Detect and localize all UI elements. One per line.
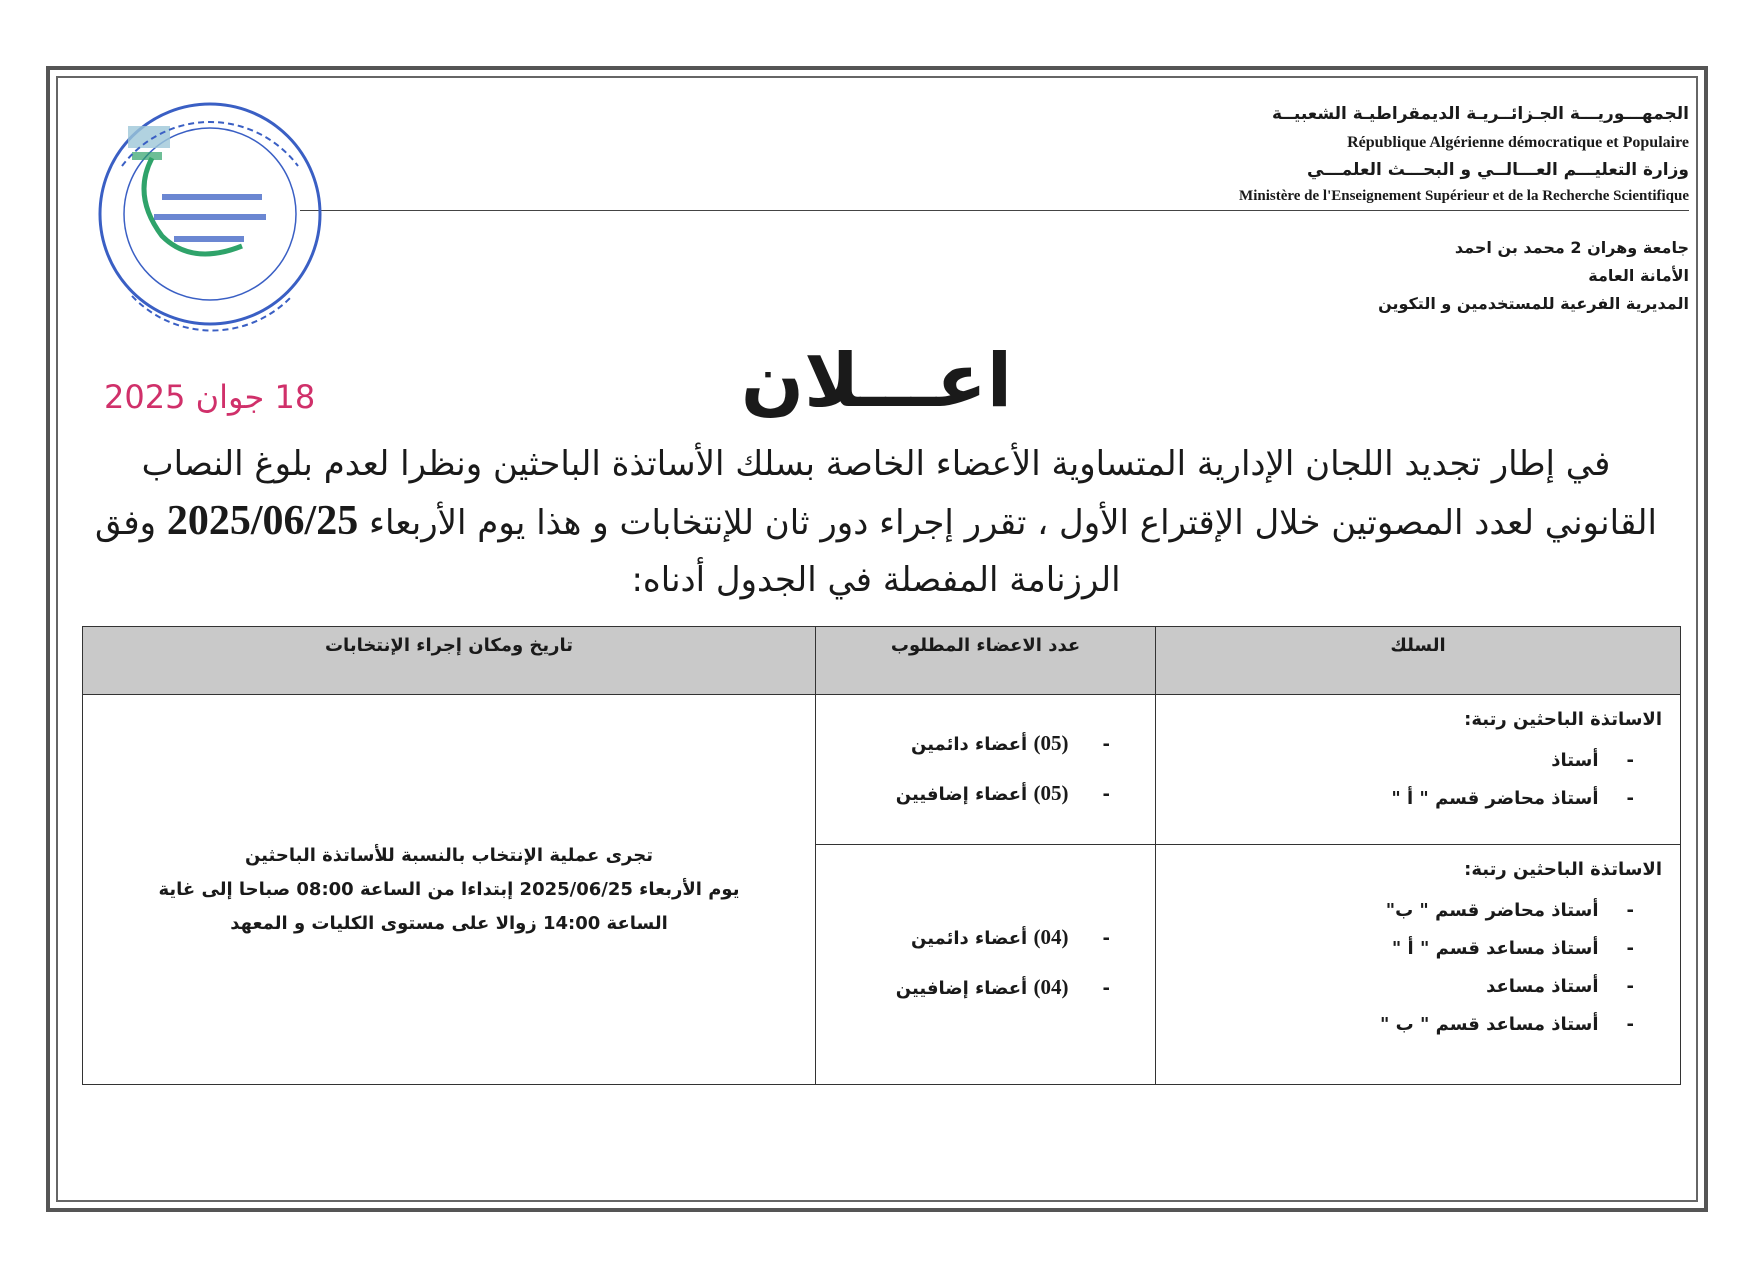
header-divider (300, 210, 1689, 211)
republic-fr: République Algérienne démocratique et Populaire (1347, 134, 1689, 151)
member-label: أعضاء دائمين (911, 928, 1028, 949)
election-schedule-table (82, 626, 1681, 1085)
date-stamp: 18 جوان 2025 (104, 378, 316, 416)
schedule-line: الساعة 14:00 زوالا على مستوى الكليات و المعهد (230, 912, 668, 934)
member-label: أعضاء إضافيين (895, 978, 1028, 999)
member-item (826, 769, 1110, 819)
grade-item: - أستاذ مساعد (1166, 968, 1634, 1006)
schedule-line: تجرى عملية الإنتخاب بالنسبة للأساتذة الباحثين (244, 844, 653, 866)
rank-heading: الاساتذة الباحثين رتبة: (1464, 709, 1662, 730)
ministry-fr: Ministère de l'Enseignement Supérieur et de la Recherche Scientifique (1239, 188, 1689, 204)
table-header-row (83, 627, 1681, 695)
ministry-ar: وزارة التعليـــم العـــالــي و البحـــث العلمـــي (1307, 160, 1689, 180)
intro-text-2: وفق الرزنامة المفصلة في الجدول أدناه: (95, 503, 1121, 600)
rank-heading: الاساتذة الباحثين رتبة: (1464, 859, 1662, 880)
header-schedule: تاريخ ومكان إجراء الإنتخابات (83, 627, 816, 695)
member-count: (04) (1033, 925, 1069, 949)
announcement-title: اعـــلان (740, 338, 1013, 424)
grade-item: - أستاذ مساعد قسم " أ " (1166, 930, 1634, 968)
university-name: جامعة وهران 2 محمد بن احمد (1454, 238, 1689, 257)
official-seal-icon (92, 96, 328, 332)
grade-item: - أستاذ محاضر قسم " ب" (1166, 892, 1634, 930)
member-count: (05) (1033, 781, 1069, 805)
header-members: عدد الاعضاء المطلوب (816, 627, 1156, 695)
rank-cell (1156, 845, 1681, 1085)
schedule-cell (83, 695, 816, 1085)
member-count: (05) (1033, 731, 1069, 755)
intro-text-1: في إطار تجديد اللجان الإدارية المتساوية الأعضاء الخاصة بسلك الأساتذة الباحثين ونظرا لعدم بلوغ النصاب القانوني لعدد المصوتين خلال الإقتراع الأول ، تقرر إجراء دور ثان للإنتخابات و هذا يوم الأربعاء (141, 444, 1657, 543)
subdirectorate-name: المديرية الفرعية للمستخدمين و التكوين (1378, 294, 1689, 313)
grade-item: - أستاذ محاضر قسم " أ " (1166, 780, 1634, 818)
members-cell (816, 695, 1156, 845)
schedule-line: يوم الأربعاء 2025/06/25 إبتداءا من الساعة 08:00 صباحا إلى غاية (158, 878, 740, 900)
table-row (83, 695, 1681, 845)
announcement-intro (92, 436, 1660, 609)
secretariat-name: الأمانة العامة (1588, 266, 1689, 285)
members-cell (816, 845, 1156, 1085)
member-label: أعضاء دائمين (911, 734, 1028, 755)
member-item (826, 913, 1110, 963)
header-corps: السلك (1156, 627, 1681, 695)
member-count: (04) (1033, 975, 1069, 999)
member-item (826, 963, 1110, 1013)
rank-cell (1156, 695, 1681, 845)
republic-ar: الجمهـــوريـــة الجـزائــريـة الديمقراطيـة الشعبيــة (1271, 104, 1689, 124)
member-item (826, 719, 1110, 769)
grade-item: - أستاذ مساعد قسم " ب " (1166, 1006, 1634, 1044)
member-label: أعضاء إضافيين (895, 784, 1028, 805)
intro-election-date: 2025/06/25 (166, 498, 359, 544)
grade-item: - أستاذ (1166, 742, 1634, 780)
